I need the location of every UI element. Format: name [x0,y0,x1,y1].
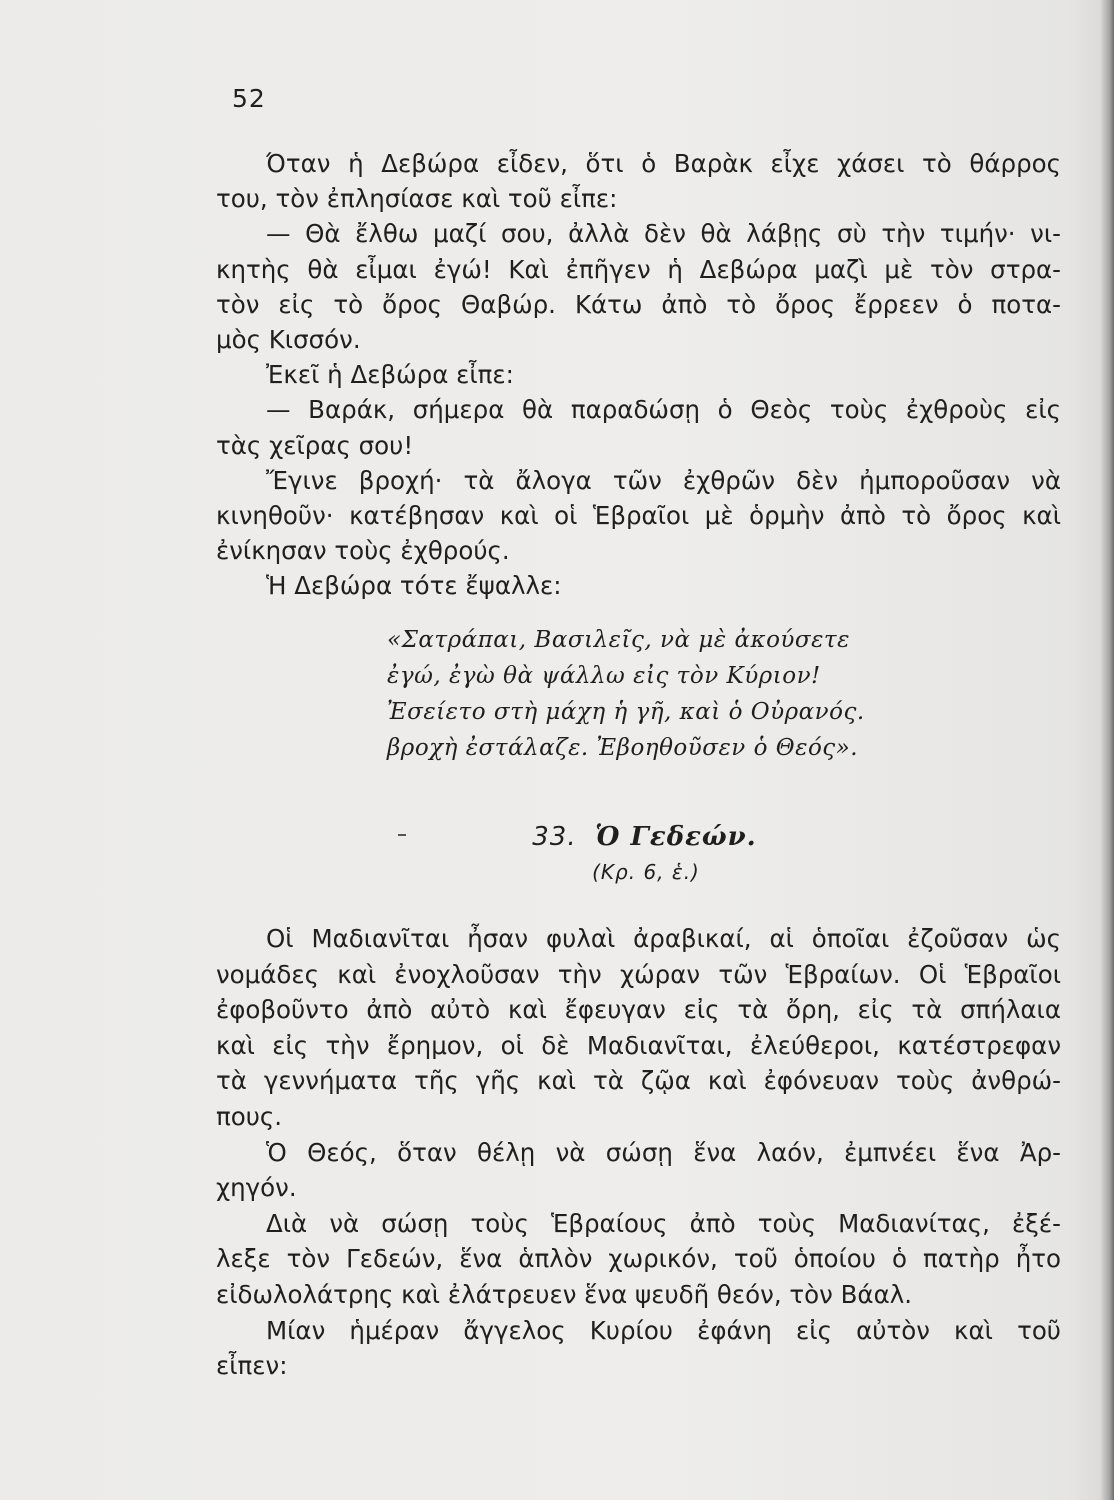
text-line: Ἐκεῖ ἡ Δεβώρα εἶπε: [266,360,514,390]
text-line: Ὁ Θεός, ὅταν θέλῃ νὰ σώσῃ ἕνα λαόν, ἐμπνέει ἕνα Ἀρ- [266,1137,1061,1167]
text-line: Οἱ Μαδιανῖται ἦσαν φυλαὶ ἀραβικαί, αἱ ὁποῖαι ἐζοῦσαν ὡς [266,924,1061,953]
chapter-reference: (Κρ. 6, ἑ.) [592,860,700,884]
text-line: Μίαν ἡμέραν ἄγγελος Κυρίου ἐφάνη εἰς αὐτὸν καὶ τοῦ [266,1315,1061,1345]
text-line: χηγόν. [216,1173,297,1203]
text-line: Ἔγινε βροχή· τὰ ἄλογα τῶν ἐχθρῶν δὲν ἠμποροῦσαν νὰ [266,465,1061,495]
text-line: μὸς Κισσόν. [216,324,361,354]
text-line: εἶπεν: [216,1351,288,1381]
section-gideon-text [216,921,1061,1384]
text-line: καὶ εἰς τὴν ἔρημον, οἱ δὲ Μαδιανῖται, ἐλεύθεροι, κατέστρεφαν [216,1030,1061,1060]
text-line: τὰ γεννήματα τῆς γῆς καὶ τὰ ζῷα καὶ ἐφόνευαν τοὺς ἀνθρώ- [216,1066,1061,1096]
text-line: κινηθοῦν· κατέβησαν καὶ οἱ Ἑβραῖοι μὲ ὁρμὴν ἀπὸ τὸ ὄρος καὶ [216,500,1061,530]
text-line: ἐνίκησαν τοὺς ἐχθρούς. [216,536,510,566]
chapter-title: Ὁ Γεδεών. [595,822,757,852]
text-line: ἐφοβοῦντο ἀπὸ αὐτὸ καὶ ἔφευγαν εἰς τὰ ὄρη, εἰς τὰ σπήλαια [216,995,1061,1025]
text-line: νομάδες καὶ ἐνοχλοῦσαν τὴν χώραν τῶν Ἑβραίων. Οἱ Ἑβραῖοι [216,959,1061,989]
text-line: πους. [216,1101,283,1131]
deborah-song-poem [387,622,865,766]
text-line: — Βαράκ, σήμερα θὰ παραδώσῃ ὁ Θεὸς τοὺς ἐχθροὺς εἰς [266,395,1061,425]
text-line: Διὰ νὰ σώσῃ τοὺς Ἑβραίους ἀπὸ τοὺς Μαδιανίτας, ἐξέ- [266,1208,1061,1238]
poem-verse: «Σατράπαι, Βασιλεῖς, νὰ μὲ ἀκούσετε [387,627,851,653]
poem-verse: ἐγώ, ἐγὼ θὰ ψάλλω εἰς τὸν Κύριον! [387,663,821,689]
poem-verse: βροχὴ ἐστάλαζε. Ἐβοηθοῦσεν ὁ Θεός». [387,735,859,761]
page-edge-shadow [1100,0,1114,1500]
text-line: — Θὰ ἔλθω μαζί σου, ἀλλὰ δὲν θὰ λάβῃς σὺ τὴν τιμήν· νι- [266,219,1061,249]
section-deborah-text [216,146,1061,603]
text-line: λεξε τὸν Γεδεών, ἕνα ἁπλὸν χωρικόν, τοῦ ὁποίου ὁ πατὴρ ἦτο [216,1244,1061,1274]
text-line: τὰς χεῖρας σου! [216,430,414,460]
chapter-number: 33. [532,822,577,852]
text-line: Ἡ Δεβώρα τότε ἔψαλλε: [266,571,562,601]
chapter-heading [0,822,1114,852]
page-number: 52 [232,84,266,113]
text-line: του, τὸν ἐπλησίασε καὶ τοῦ εἶπε: [216,184,618,214]
text-line: κητὴς θὰ εἶμαι ἐγώ! Καὶ ἐπῆγεν ἡ Δεβώρα μαζὶ μὲ τὸν στρα- [216,254,1061,284]
text-line: τὸν εἰς τὸ ὄρος Θαβώρ. Κάτω ἀπὸ τὸ ὄρος ἔρρεεν ὁ ποτα- [216,289,1061,319]
text-line: Όταν ἡ Δεβώρα εἶδεν, ὅτι ὁ Βαρὰκ εἶχε χάσει τὸ θάρρος [266,149,1061,178]
poem-verse: Ἐσείετο στὴ μάχη ἡ γῆ, καὶ ὁ Οὐρανός. [387,699,865,725]
text-line: εἰδωλολάτρης καὶ ἐλάτρευεν ἕνα ψευδῆ θεόν, τὸν Βάαλ. [216,1279,913,1309]
